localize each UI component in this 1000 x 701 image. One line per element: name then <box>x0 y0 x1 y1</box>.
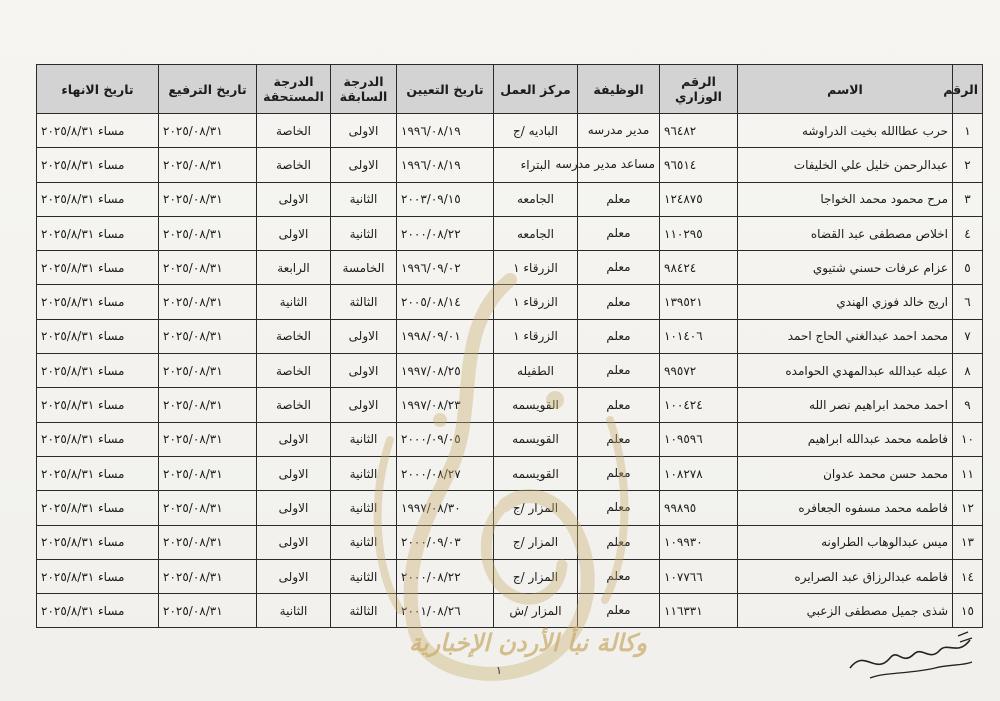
employees-table <box>36 64 983 628</box>
end-date-cell: مساء ٢٠٢٥/٨/٣١ <box>37 182 159 216</box>
previous-grade-cell: الاولى <box>331 354 397 388</box>
due-grade-cell: الخاصة <box>257 319 331 353</box>
appointment-date-cell: ١٩٩٧/٠٨/٢٥ <box>397 354 494 388</box>
ministry-id-cell: ١٠١٤٠٦ <box>660 319 738 353</box>
end-date-cell: مساء ٢٠٢٥/٨/٣١ <box>37 559 159 593</box>
promotion-date-cell: ٢٠٢٥/٠٨/٣١ <box>159 594 257 628</box>
header-appoint-date: تاريخ التعيين <box>397 65 494 114</box>
table-row <box>37 422 983 456</box>
job-title-cell: مدير مدرسه <box>578 114 660 148</box>
ministry-id-cell: ١٠٠٤٢٤ <box>660 388 738 422</box>
table-header-row <box>37 65 983 114</box>
job-title-cell: معلم <box>578 388 660 422</box>
previous-grade-cell: الاولى <box>331 319 397 353</box>
employee-name-cell: اخلاص مصطفى عبد القضاه <box>738 216 953 250</box>
due-grade-cell: الاولى <box>257 491 331 525</box>
work-center-cell: الزرقاء ١ <box>494 319 578 353</box>
row-number-cell: ٥ <box>953 251 983 285</box>
row-number-cell: ٧ <box>953 319 983 353</box>
promotion-date-cell: ٢٠٢٥/٠٨/٣١ <box>159 319 257 353</box>
table-row <box>37 319 983 353</box>
employee-name-cell: محمد حسن محمد عدوان <box>738 456 953 490</box>
row-number-cell: ٤ <box>953 216 983 250</box>
promotion-date-cell: ٢٠٢٥/٠٨/٣١ <box>159 182 257 216</box>
appointment-date-cell: ١٩٩٦/٠٨/١٩ <box>397 114 494 148</box>
work-center-cell: الزرقاء ١ <box>494 251 578 285</box>
end-date-cell: مساء ٢٠٢٥/٨/٣١ <box>37 594 159 628</box>
work-center-cell: الجامعه <box>494 182 578 216</box>
ministry-id-cell: ٩٩٨٩٥ <box>660 491 738 525</box>
row-number-cell: ٨ <box>953 354 983 388</box>
row-number-cell: ٢ <box>953 148 983 182</box>
table-row <box>37 559 983 593</box>
table-row <box>37 148 983 182</box>
end-date-cell: مساء ٢٠٢٥/٨/٣١ <box>37 491 159 525</box>
job-title-cell: معلم <box>578 456 660 490</box>
employee-name-cell: ميس عبدالوهاب الطراونه <box>738 525 953 559</box>
due-grade-cell: الاولى <box>257 456 331 490</box>
job-title-cell: معلم <box>578 319 660 353</box>
employee-name-cell: فاطمه عبدالرزاق عبد الصرايره <box>738 559 953 593</box>
table-row <box>37 354 983 388</box>
ministry-id-cell: ٩٨٤٢٤ <box>660 251 738 285</box>
promotion-date-cell: ٢٠٢٥/٠٨/٣١ <box>159 354 257 388</box>
due-grade-cell: الاولى <box>257 422 331 456</box>
due-grade-cell: الاولى <box>257 559 331 593</box>
work-center-cell: القويسمه <box>494 422 578 456</box>
job-title-cell: معلم <box>578 422 660 456</box>
promotion-date-cell: ٢٠٢٥/٠٨/٣١ <box>159 491 257 525</box>
previous-grade-cell: الثانية <box>331 491 397 525</box>
due-grade-cell: الاولى <box>257 216 331 250</box>
promotion-date-cell: ٢٠٢٥/٠٨/٣١ <box>159 422 257 456</box>
header-end-date: تاريخ الانهاء <box>37 65 159 114</box>
promotion-date-cell: ٢٠٢٥/٠٨/٣١ <box>159 114 257 148</box>
work-center-cell: المزار /ش <box>494 594 578 628</box>
employee-name-cell: شذى جميل مصطفى الزعبي <box>738 594 953 628</box>
work-center-cell: القويسمه <box>494 388 578 422</box>
work-center-cell: المزار /ج <box>494 559 578 593</box>
ministry-id-cell: ١٣٩٥٢١ <box>660 285 738 319</box>
work-center-cell: المزار /ج <box>494 525 578 559</box>
work-center-cell: الزرقاء ١ <box>494 285 578 319</box>
table-row <box>37 182 983 216</box>
table-row <box>37 114 983 148</box>
job-title-cell: معلم <box>578 182 660 216</box>
appointment-date-cell: ٢٠٠٠/٠٨/٢٧ <box>397 456 494 490</box>
ministry-id-cell: ١٢٤٨٧٥ <box>660 182 738 216</box>
table-row <box>37 456 983 490</box>
table-body <box>37 114 983 628</box>
header-prev-grade: الدرجة السابقة <box>331 65 397 114</box>
table-row <box>37 491 983 525</box>
promotion-date-cell: ٢٠٢٥/٠٨/٣١ <box>159 525 257 559</box>
previous-grade-cell: الثانية <box>331 559 397 593</box>
appointment-date-cell: ٢٠٠٠/٠٨/٢٢ <box>397 216 494 250</box>
end-date-cell: مساء ٢٠٢٥/٨/٣١ <box>37 354 159 388</box>
due-grade-cell: الاولى <box>257 182 331 216</box>
row-number-cell: ١٠ <box>953 422 983 456</box>
job-title-cell: معلم <box>578 216 660 250</box>
appointment-date-cell: ١٩٩٧/٠٨/٢٣ <box>397 388 494 422</box>
promotion-date-cell: ٢٠٢٥/٠٨/٣١ <box>159 388 257 422</box>
job-title-cell: معلم <box>578 354 660 388</box>
ministry-id-cell: ٩٩٥٧٢ <box>660 354 738 388</box>
end-date-cell: مساء ٢٠٢٥/٨/٣١ <box>37 114 159 148</box>
header-promo-date: تاريخ الترفيع <box>159 65 257 114</box>
row-number-cell: ١٢ <box>953 491 983 525</box>
appointment-date-cell: ١٩٩٨/٠٩/٠١ <box>397 319 494 353</box>
end-date-cell: مساء ٢٠٢٥/٨/٣١ <box>37 251 159 285</box>
ministry-id-cell: ٩٦٤٨٢ <box>660 114 738 148</box>
previous-grade-cell: الاولى <box>331 114 397 148</box>
previous-grade-cell: الثانية <box>331 422 397 456</box>
due-grade-cell: الرابعة <box>257 251 331 285</box>
row-number-cell: ٩ <box>953 388 983 422</box>
ministry-id-cell: ١٠٨٢٧٨ <box>660 456 738 490</box>
row-number-cell: ١٥ <box>953 594 983 628</box>
appointment-date-cell: ٢٠٠٠/٠٩/٠٥ <box>397 422 494 456</box>
appointment-date-cell: ٢٠٠٥/٠٨/١٤ <box>397 285 494 319</box>
promotion-date-cell: ٢٠٢٥/٠٨/٣١ <box>159 251 257 285</box>
employee-name-cell: احمد محمد ابراهيم نصر الله <box>738 388 953 422</box>
job-title-cell: معلم <box>578 559 660 593</box>
previous-grade-cell: الاولى <box>331 388 397 422</box>
work-center-cell: الطفيله <box>494 354 578 388</box>
end-date-cell: مساء ٢٠٢٥/٨/٣١ <box>37 216 159 250</box>
previous-grade-cell: الاولى <box>331 148 397 182</box>
job-title-cell: معلم <box>578 251 660 285</box>
employee-name-cell: عبله عبدالله عبدالمهدي الحوامده <box>738 354 953 388</box>
table-row <box>37 525 983 559</box>
employee-name-cell: محمد احمد عبدالغني الحاج احمد <box>738 319 953 353</box>
due-grade-cell: الخاصة <box>257 114 331 148</box>
due-grade-cell: الخاصة <box>257 388 331 422</box>
promotion-date-cell: ٢٠٢٥/٠٨/٣١ <box>159 456 257 490</box>
previous-grade-cell: الثانية <box>331 216 397 250</box>
row-number-cell: ١ <box>953 114 983 148</box>
promotion-date-cell: ٢٠٢٥/٠٨/٣١ <box>159 148 257 182</box>
due-grade-cell: الاولى <box>257 525 331 559</box>
ministry-id-cell: ١١٦٣٣١ <box>660 594 738 628</box>
job-title-cell: معلم <box>578 285 660 319</box>
end-date-cell: مساء ٢٠٢٥/٨/٣١ <box>37 285 159 319</box>
employee-name-cell: مرح محمود محمد الخواجا <box>738 182 953 216</box>
ministry-id-cell: ١٠٧٧٦٦ <box>660 559 738 593</box>
header-ministry-id: الرقم الوزاري <box>660 65 738 114</box>
header-due-grade: الدرجة المستحقة <box>257 65 331 114</box>
job-title-cell: معلم <box>578 525 660 559</box>
end-date-cell: مساء ٢٠٢٥/٨/٣١ <box>37 319 159 353</box>
table-row <box>37 285 983 319</box>
ministry-id-cell: ٩٦٥١٤ <box>660 148 738 182</box>
employee-name-cell: حرب عطاالله بخيت الدراوشه <box>738 114 953 148</box>
job-title-cell: معلم <box>578 594 660 628</box>
previous-grade-cell: الثالثة <box>331 285 397 319</box>
end-date-cell: مساء ٢٠٢٥/٨/٣١ <box>37 456 159 490</box>
due-grade-cell: الخاصة <box>257 148 331 182</box>
previous-grade-cell: الثالثة <box>331 594 397 628</box>
table-row <box>37 216 983 250</box>
table-row <box>37 251 983 285</box>
end-date-cell: مساء ٢٠٢٥/٨/٣١ <box>37 525 159 559</box>
header-no: الرقم <box>953 65 983 114</box>
appointment-date-cell: ١٩٩٧/٠٨/٣٠ <box>397 491 494 525</box>
page-number: ١ <box>496 664 502 677</box>
ministry-id-cell: ١١٠٢٩٥ <box>660 216 738 250</box>
work-center-cell: المزار /ج <box>494 491 578 525</box>
table-row <box>37 388 983 422</box>
previous-grade-cell: الثانية <box>331 525 397 559</box>
ministry-id-cell: ١٠٩٥٩٦ <box>660 422 738 456</box>
work-center-cell: القويسمه <box>494 456 578 490</box>
appointment-date-cell: ١٩٩٦/٠٩/٠٢ <box>397 251 494 285</box>
row-number-cell: ٣ <box>953 182 983 216</box>
promotion-date-cell: ٢٠٢٥/٠٨/٣١ <box>159 216 257 250</box>
due-grade-cell: الثانية <box>257 285 331 319</box>
header-work-center: مركز العمل <box>494 65 578 114</box>
employee-name-cell: اريج خالد فوزي الهندي <box>738 285 953 319</box>
end-date-cell: مساء ٢٠٢٥/٨/٣١ <box>37 422 159 456</box>
row-number-cell: ١٤ <box>953 559 983 593</box>
previous-grade-cell: الثانية <box>331 182 397 216</box>
work-center-cell: الباديه /ج <box>494 114 578 148</box>
due-grade-cell: الخاصة <box>257 354 331 388</box>
promotion-date-cell: ٢٠٢٥/٠٨/٣١ <box>159 285 257 319</box>
employee-name-cell: عبدالرحمن خليل علي الخليفات <box>738 148 953 182</box>
previous-grade-cell: الخامسة <box>331 251 397 285</box>
ministry-id-cell: ١٠٩٩٣٠ <box>660 525 738 559</box>
job-title-cell: مساعد مدير مدرسه <box>578 148 660 182</box>
work-center-cell: البتراء <box>494 148 578 182</box>
appointment-date-cell: ٢٠٠١/٠٨/٢٦ <box>397 594 494 628</box>
row-number-cell: ١١ <box>953 456 983 490</box>
due-grade-cell: الثانية <box>257 594 331 628</box>
work-center-cell: الجامعه <box>494 216 578 250</box>
employee-name-cell: فاطمه محمد عبدالله ابراهيم <box>738 422 953 456</box>
job-title-cell: معلم <box>578 491 660 525</box>
row-number-cell: ١٣ <box>953 525 983 559</box>
appointment-date-cell: ٢٠٠٠/٠٨/٢٢ <box>397 559 494 593</box>
end-date-cell: مساء ٢٠٢٥/٨/٣١ <box>37 148 159 182</box>
promotion-date-cell: ٢٠٢٥/٠٨/٣١ <box>159 559 257 593</box>
header-name: الاسم <box>738 65 953 114</box>
end-date-cell: مساء ٢٠٢٥/٨/٣١ <box>37 388 159 422</box>
employee-name-cell: فاطمه محمد مسفوه الجعافره <box>738 491 953 525</box>
appointment-date-cell: ٢٠٠٠/٠٩/٠٣ <box>397 525 494 559</box>
table-row <box>37 594 983 628</box>
employee-name-cell: عزام عرفات حسني شتيوي <box>738 251 953 285</box>
appointment-date-cell: ٢٠٠٣/٠٩/١٥ <box>397 182 494 216</box>
signature-image <box>840 628 980 688</box>
row-number-cell: ٦ <box>953 285 983 319</box>
header-job: الوظيفة <box>578 65 660 114</box>
previous-grade-cell: الثانية <box>331 456 397 490</box>
watermark-caption: وكالة نبأ الأردن الإخبارية <box>409 628 647 657</box>
appointment-date-cell: ١٩٩٦/٠٨/١٩ <box>397 148 494 182</box>
